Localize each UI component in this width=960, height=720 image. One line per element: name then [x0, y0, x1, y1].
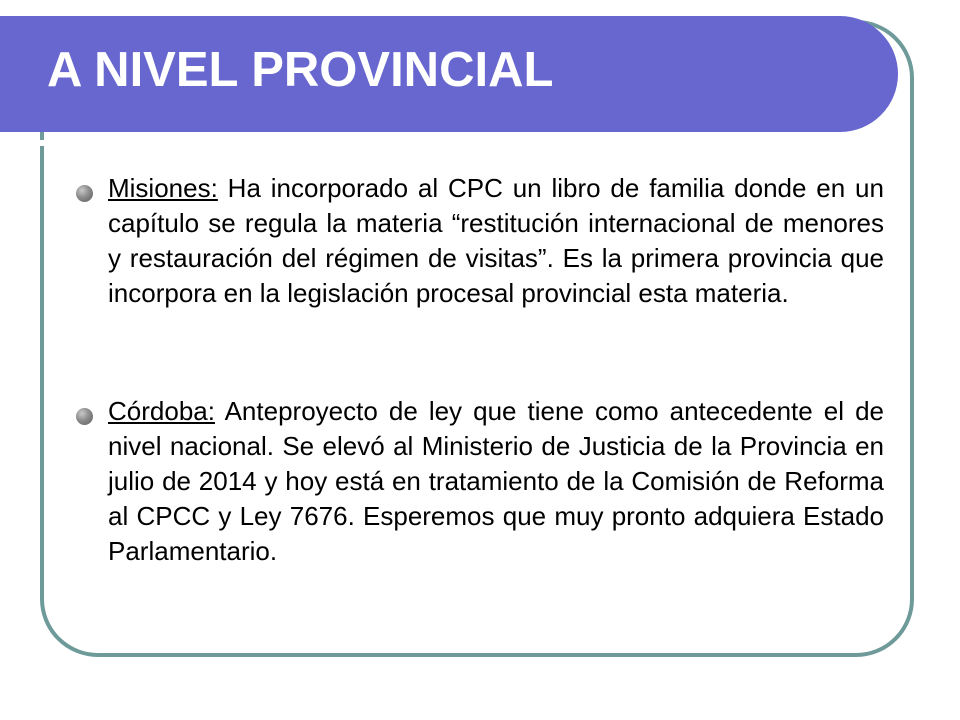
title-underline: [0, 140, 848, 146]
bullet-item-misiones: [76, 171, 884, 311]
bullet-body: Anteproyecto de ley que tiene como antecedente el de nivel nacional. Se elevó al Ministerio de Justicia de la Provincia en julio de 2014 y hoy está en tratamiento de la Comisión de Reforma al CPCC y Ley 7676. Esperemos que muy pronto adquiera Estado Parlamentario.: [108, 396, 884, 566]
bullet-label: Córdoba:: [108, 396, 215, 426]
bullet-body: Ha incorporado al CPC un libro de familia donde en un capítulo se regula la materia “restitución internacional de menores y restauración del régimen de visitas”. Es la primera provincia que incorpora en la legislación procesal provincial esta materia.: [108, 173, 884, 308]
bullet-text: [108, 171, 884, 311]
bullet-icon: [76, 408, 93, 425]
page-title: A NIVEL PROVINCIAL: [47, 43, 554, 97]
bullet-item-cordoba: [76, 394, 884, 569]
bullet-label: Misiones:: [108, 173, 218, 203]
bullet-icon: [76, 185, 93, 202]
bullet-text: [108, 394, 884, 569]
